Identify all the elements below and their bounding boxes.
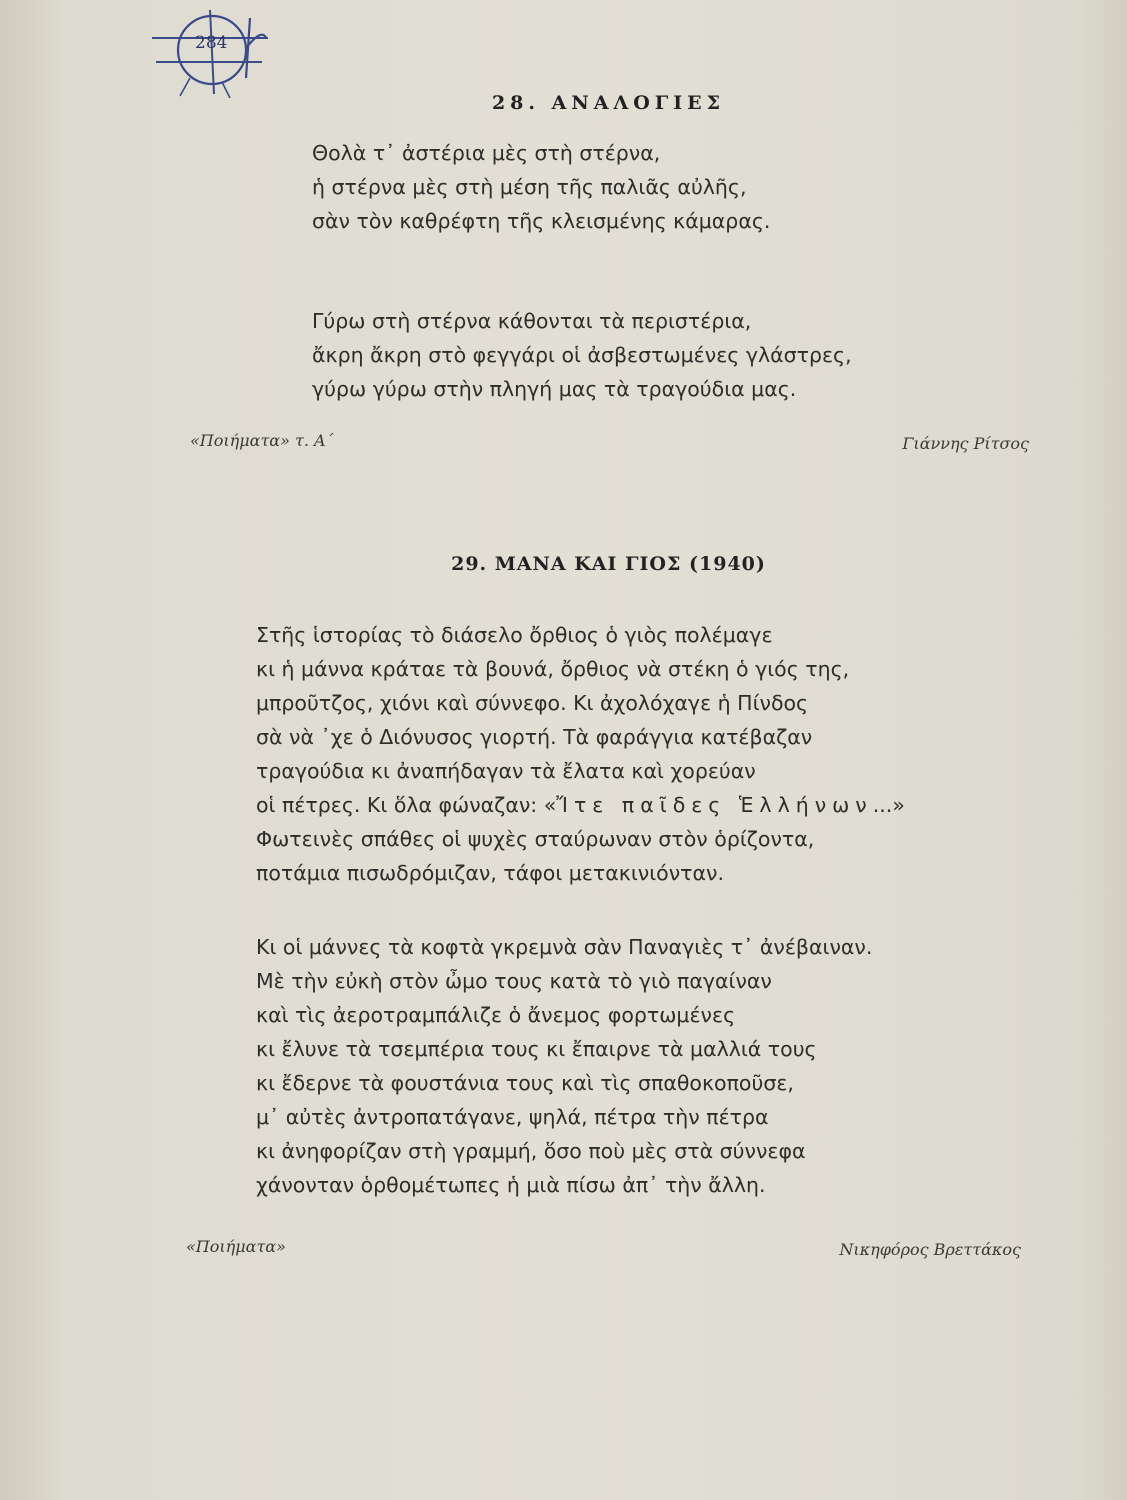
- verse-line: τραγούδια κι ἀναπήδαγαν τὰ ἔλατα καὶ χορεύαν: [256, 759, 756, 783]
- verse-line: γύρω γύρω στὴν πληγή μας τὰ τραγούδια μας.: [312, 377, 797, 401]
- verse-line: ἄκρη ἄκρη στὸ φεγγάρι οἱ ἀσβεστωμένες γλάστρες,: [312, 343, 852, 367]
- poem-28-stanza-2: [312, 304, 852, 406]
- verse-line: καὶ τὶς ἀεροτραμπάλιζε ὁ ἄνεμος φορτωμένες: [256, 1003, 736, 1027]
- verse-line: Θολὰ τ᾽ ἀστέρια μὲς στὴ στέρνα,: [312, 141, 661, 165]
- verse-segment: ...»: [872, 793, 905, 817]
- verse-line-quote: [256, 788, 905, 822]
- poem-29-stanza-2: [256, 930, 872, 1202]
- verse-segment: οἱ πέτρες. Κι ὅλα φώναζαν: «: [256, 793, 557, 817]
- verse-line: ποτάμια πισωδρόμιζαν, τάφοι μετακινιόνταν.: [256, 861, 724, 885]
- poem-28-stanza-1: [312, 136, 770, 238]
- poem-29-author: Νικηφόρος Βρεττάκος: [839, 1240, 1021, 1259]
- verse-line: Φωτεινὲς σπάθες οἱ ψυχὲς σταύρωναν στὸν ὁρίζοντα,: [256, 827, 815, 851]
- poem-title-28: 28. ΑΝΑΛΟΓΙΕΣ: [491, 92, 726, 114]
- verse-line: κι ἔδερνε τὰ φουστάνια τους καὶ τὶς σπαθοκοποῦσε,: [256, 1071, 794, 1095]
- spaced-quote: Ἴτε παῖδες Ἑλλήνων: [556, 793, 873, 817]
- poem-title-29: 29. ΜΑΝΑ ΚΑΙ ΓΙΟΣ (1940): [451, 553, 766, 575]
- verse-line: χάνονταν ὁρθομέτωπες ἡ μιὰ πίσω ἀπ᾽ τὴν ἄλλη.: [256, 1173, 766, 1197]
- page-number: 284: [195, 33, 228, 53]
- verse-line: ἡ στέρνα μὲς στὴ μέση τῆς παλιᾶς αὐλῆς,: [312, 175, 747, 199]
- verse-line: Στῆς ἱστορίας τὸ διάσελο ὄρθιος ὁ γιὸς πολέμαγε: [256, 623, 773, 647]
- verse-line: Μὲ τὴν εὐκὴ στὸν ὦμο τους κατὰ τὸ γιὸ παγαίναν: [256, 969, 772, 993]
- verse-line: σὰ νὰ ᾿χε ὁ Διόνυσος γιορτή. Τὰ φαράγγια κατέβαζαν: [256, 725, 813, 749]
- poem-28-source: «Ποιήματα» τ. Α΄: [190, 431, 334, 450]
- verse-line: κι ἔλυνε τὰ τσεμπέρια τους κι ἔπαιρνε τὰ μαλλιά τους: [256, 1037, 817, 1061]
- poem-29-source: «Ποιήματα»: [186, 1237, 286, 1256]
- verse-line: Γύρω στὴ στέρνα κάθονται τὰ περιστέρια,: [312, 309, 752, 333]
- verse-line: σὰν τὸν καθρέφτη τῆς κλεισμένης κάμαρας.: [312, 209, 771, 233]
- verse-line: κι ἡ μάννα κράταε τὰ βουνά, ὄρθιος νὰ στέκη ὁ γιός της,: [256, 657, 850, 681]
- verse-line: μ᾽ αὐτὲς ἀντροπατάγανε, ψηλά, πέτρα τὴν πέτρα: [256, 1105, 769, 1129]
- poem-28-author: Γιάννης Ρίτσος: [902, 434, 1029, 453]
- verse-line: κι ἀνηφορίζαν στὴ γραμμή, ὅσο ποὺ μὲς στὰ σύννεφα: [256, 1139, 806, 1163]
- library-stamp: [150, 8, 270, 98]
- verse-line: μπροῦτζος, χιόνι καὶ σύννεφο. Κι ἀχολόχαγε ἡ Πίνδος: [256, 691, 809, 715]
- poem-29-stanza-1: [256, 618, 905, 890]
- verse-line: Κι οἱ μάννες τὰ κοφτὰ γκρεμνὰ σὰν Παναγιὲς τ᾽ ἀνέβαιναν.: [256, 935, 873, 959]
